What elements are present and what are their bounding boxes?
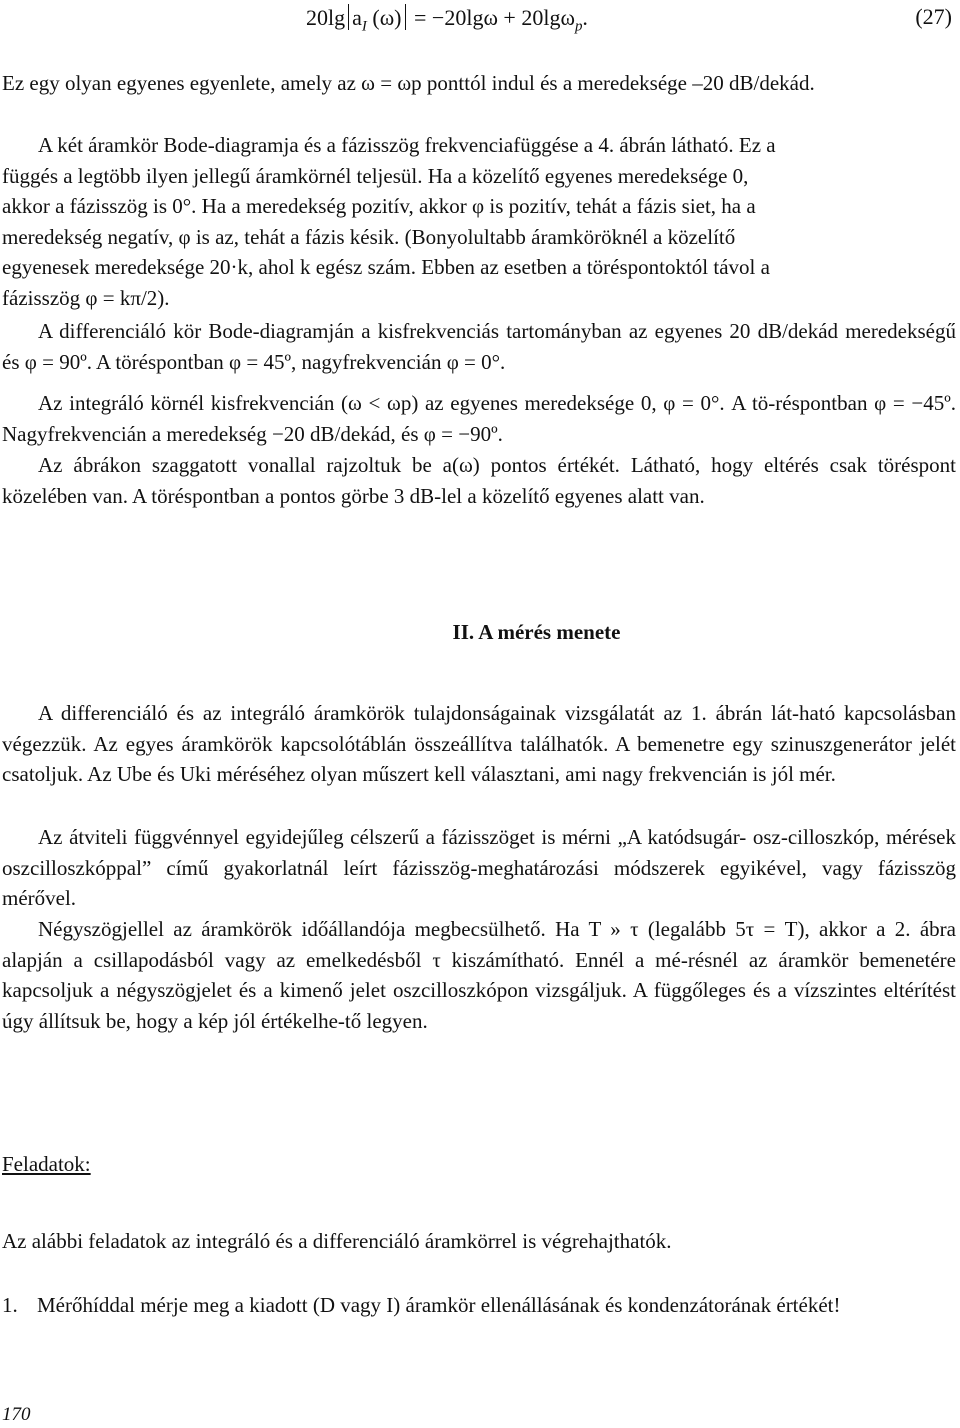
paragraph-square-wave: Négyszögjellel az áramkörök időállandója megbecsülhető. Ha T » τ (legalább 5τ = T), akkor a 2. ábra alapján a csillapodásból vagy az emelkedésből τ kiszámítható. Ennél a mé-résnél az áramkör bemenetére kapcsoljuk a négyszögjelet és a kimenő jelet oszcilloszkópon vizsgáljuk. A függőleges és a vízszintes eltérítést úgy állítsuk be, hogy a kép jól értékelhe-tő legyen. xyxy=(2,917,956,1033)
eq-left-a: a xyxy=(352,5,362,30)
bode-line-1: A két áramkör Bode-diagramja és a fázisszög frekvenciafüggése a 4. ábrán látható. Ez a xyxy=(38,133,776,157)
paragraph-dashed-curve: Az ábrákon szaggatott vonallal rajzoltuk be a(ω) pontos értékét. Látható, hogy eltérés csak töréspont közelében van. A töréspontban a pontos görbe 3 dB-lel a közelítő egyenes alatt van. xyxy=(2,453,956,508)
page-number: 170 xyxy=(2,1404,31,1425)
bode-line-2: függés a legtöbb ilyen jellegű áramkörnél teljesül. Ha a közelítő egyenes meredeksége 0, xyxy=(2,163,749,188)
bode-line-5: egyenesek meredeksége 20·k, ahol k egész szám. Ebben az esetben a töréspontoktól távol a xyxy=(2,255,770,280)
task-item-1 xyxy=(2,1290,956,1321)
tasks-title: Feladatok: xyxy=(2,1152,91,1176)
task-text: Mérőhíddal mérje meg a kiadott (D vagy I) áramkör ellenállásának és kondenzátorának értékét! xyxy=(37,1293,841,1317)
equation-27 xyxy=(0,4,960,38)
eq-left-prefix: 20lg xyxy=(306,5,346,30)
eq-right-sub: p xyxy=(574,18,583,35)
equation-number: (27) xyxy=(915,4,952,29)
eq-left-omega: (ω) xyxy=(372,5,402,30)
paragraph-bode xyxy=(2,130,956,314)
paragraph-integrator: Az integráló körnél kisfrekvencián (ω < ωp) az egyenes meredeksége 0, φ = 0°. A tö-réspontban φ = −45º. Nagyfrekvencián a meredekség −20 dB/dekád, és φ = −90º. xyxy=(2,391,956,446)
bode-line-3: akkor a fázisszög is 0°. Ha a meredekség pozitív, akkor φ is pozitív, tehát a fázis siet, ha a xyxy=(2,194,756,219)
task-number: 1. xyxy=(2,1293,18,1317)
abs-bar-left xyxy=(348,4,349,30)
paragraph-measurement-setup: A differenciáló és az integráló áramkörök tulajdonságainak vizsgálatát az 1. ábrán lát-ható kapcsolásban végezzük. Az egyes áramkörök kapcsolótáblán összeállítva találhatók. A bemenetre egy szinuszgenerátor jelét csatoljuk. Az Ube és Uki méréséhez olyan műszert kell választani, ami nagy frekvencián is jól mér. xyxy=(2,701,956,787)
paragraph-phase-measurement: Az átviteli függvénnyel egyidejűleg célszerű a fázisszöget is mérni „A katódsugár- osz-cilloszkóp, mérések oszcilloszkóppal” című gyakorlatnál leírt fázisszög-meghatározási módszerek egyikével, vagy fázisszög mérővel. xyxy=(2,825,956,911)
bode-line-6: fázisszög φ = kπ/2). xyxy=(2,285,170,310)
section-heading: II. A mérés menete xyxy=(452,620,621,644)
tasks-intro: Az alábbi feladatok az integráló és a differenciáló áramkörrel is végrehajthatók. xyxy=(2,1229,672,1253)
eq-left-sub: I xyxy=(361,18,367,35)
eq-right: = −20lgω + 20lgω xyxy=(414,5,575,30)
abs-bar-right xyxy=(405,4,406,30)
paragraph-line-equation: Ez egy olyan egyenes egyenlete, amely az ω = ωp ponttól indul és a meredeksége –20 dB/dekád. xyxy=(2,71,815,95)
paragraph-differentiator: A differenciáló kör Bode-diagramján a kisfrekvenciás tartományban az egyenes 20 dB/dekád meredekségű és φ = 90º. A töréspontban φ = 45º, nagyfrekvencián φ = 0°. xyxy=(2,319,956,374)
equation-body xyxy=(306,4,588,35)
eq-period: . xyxy=(582,5,588,30)
bode-line-4: meredekség negatív, φ is az, tehát a fázis késik. (Bonyolultabb áramköröknél a közelítő xyxy=(2,224,736,249)
